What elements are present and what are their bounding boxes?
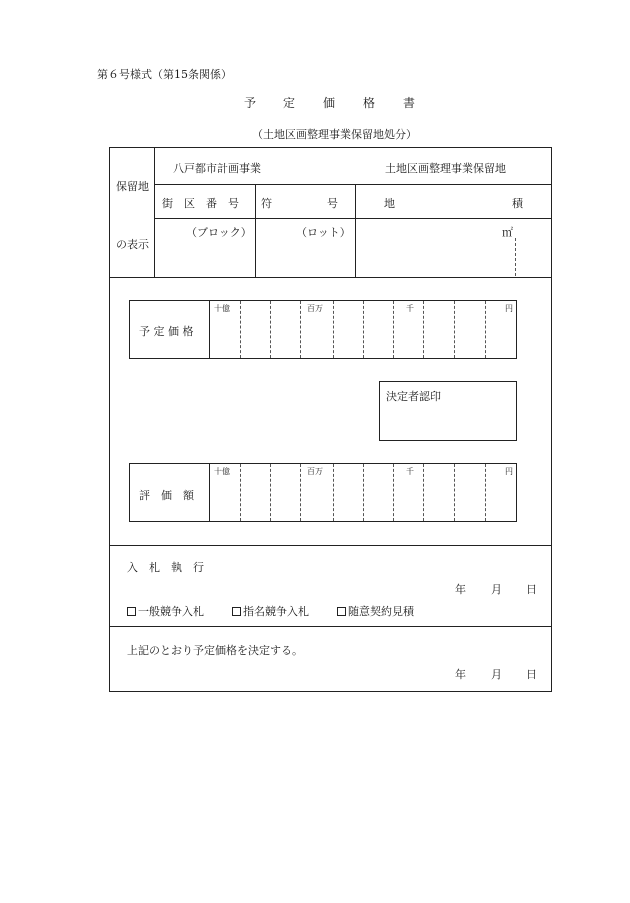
- divider: [154, 218, 552, 219]
- valuation-label: 評 価 額: [139, 489, 194, 502]
- bidding-label: 入 札 執 行: [127, 561, 204, 574]
- title-char: 書: [403, 96, 416, 110]
- col-block-number: 街 区 番 号: [162, 197, 239, 210]
- divider: [110, 626, 551, 627]
- unit-thousand: 千: [406, 304, 414, 313]
- option-label: 随意契約見積: [348, 605, 414, 618]
- project-city: 八戸都市計画事業: [173, 162, 261, 175]
- reserve-land-label-2: の表示: [116, 238, 149, 251]
- checkbox[interactable]: [337, 607, 346, 616]
- divider: [209, 464, 210, 521]
- unit-yen: 円: [505, 467, 513, 476]
- valuation-box: [129, 463, 517, 522]
- unit-thousand: 千: [406, 467, 414, 476]
- divider: [154, 148, 155, 277]
- project-type: 土地区画整理事業保留地: [385, 162, 506, 175]
- option-label: 指名競争入札: [243, 605, 309, 618]
- unit-million: 百万: [307, 467, 323, 476]
- title-char: 価: [323, 96, 336, 110]
- col-lot-code: 符 号: [261, 197, 338, 210]
- title-char: 予: [244, 96, 257, 110]
- col-area-2: 積: [512, 197, 523, 210]
- planned-price-box: [129, 300, 517, 359]
- title-char: 格: [363, 96, 376, 110]
- option-label: 一般競争入札: [138, 605, 204, 618]
- checkbox[interactable]: [127, 607, 136, 616]
- divider: [355, 184, 356, 277]
- divider: [110, 545, 551, 546]
- bidding-date-day: 日: [526, 583, 537, 596]
- checkbox[interactable]: [232, 607, 241, 616]
- unit-billion: 十億: [214, 304, 230, 313]
- unit-million: 百万: [307, 304, 323, 313]
- decision-text: 上記のとおり予定価格を決定する。: [127, 644, 303, 657]
- divider: [209, 301, 210, 358]
- decision-date-day: 日: [526, 668, 537, 681]
- form-frame: [109, 147, 552, 692]
- lot-unit: （ロット）: [296, 226, 351, 239]
- decider-seal-label: 決定者認印: [386, 390, 441, 403]
- divider: [154, 184, 552, 185]
- reserve-land-label: 保留地: [116, 180, 149, 193]
- unit-yen: 円: [505, 304, 513, 313]
- form-number: 第６号様式（第15条関係）: [97, 68, 232, 81]
- block-unit: （ブロック）: [186, 226, 252, 239]
- option-general-bid[interactable]: [127, 603, 204, 619]
- decision-date-month: 月: [491, 668, 502, 681]
- bidding-date-month: 月: [491, 583, 502, 596]
- divider: [110, 277, 551, 278]
- document-subtitle: （土地区画整理事業保留地処分）: [252, 128, 417, 141]
- decimal-dash: [515, 238, 516, 276]
- bidding-date-year: 年: [455, 583, 466, 596]
- decision-date-year: 年: [455, 668, 466, 681]
- unit-billion: 十億: [214, 467, 230, 476]
- decider-seal-box: [379, 381, 517, 441]
- planned-price-label: 予 定 価 格: [139, 325, 194, 338]
- area-unit: ㎡: [502, 226, 513, 239]
- option-negotiated-contract[interactable]: [337, 603, 414, 619]
- option-designated-bid[interactable]: [232, 603, 309, 619]
- divider: [255, 184, 256, 277]
- col-area-1: 地: [384, 197, 395, 210]
- title-char: 定: [283, 96, 296, 110]
